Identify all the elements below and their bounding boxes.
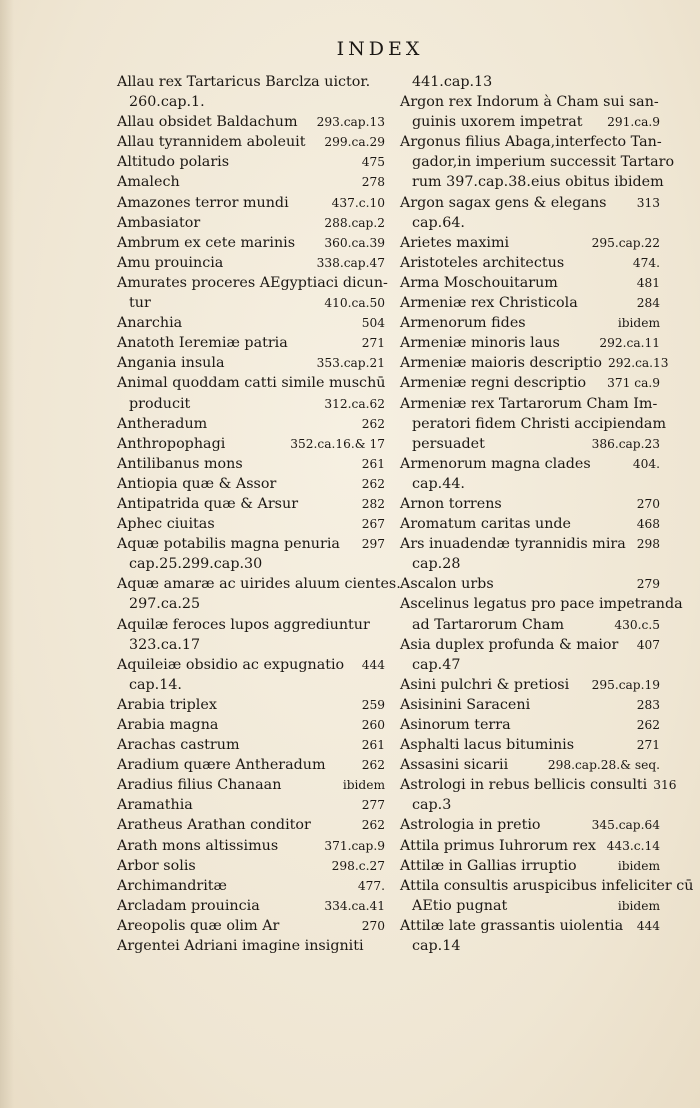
entry-text: Assasini sicarii (400, 757, 509, 774)
entry-text: Antilibanus mons (117, 455, 243, 472)
entry-reference: 360.ca.39 (324, 235, 385, 250)
entry-reference: 353.cap.21 (316, 356, 385, 371)
entry-reference: 259 (361, 697, 385, 712)
entry-reference: 316 (653, 778, 677, 793)
entry-text: Argon sagax gens & elegans (400, 194, 607, 211)
index-entry (117, 896, 385, 916)
entry-reference: 334.ca.41 (324, 898, 385, 913)
index-entry (117, 333, 385, 353)
entry-reference: 291.ca.9 (607, 115, 660, 130)
index-entry (117, 675, 385, 695)
index-entry (117, 615, 385, 635)
entry-reference: 292.ca.13 (607, 356, 669, 371)
entry-text: Allau tyrannidem aboleuit (117, 134, 306, 151)
index-entry (117, 735, 385, 755)
index-entry (400, 695, 660, 715)
entry-reference: 437.c.10 (331, 195, 385, 210)
entry-text: Antipatrida quæ & Arsur (117, 495, 299, 512)
entry-reference: 352.ca.16.& 17 (290, 436, 385, 451)
entry-reference: 371 ca.9 (607, 376, 660, 391)
entry-text: Armeniæ maioris descriptio (400, 355, 602, 372)
entry-text: persuadet (412, 435, 485, 452)
entry-text: producit (129, 395, 191, 412)
entry-reference: 481 (636, 275, 660, 290)
entry-reference: 271 (636, 738, 660, 753)
index-entry (400, 675, 660, 695)
entry-text: Aradium quære Antheradum (117, 757, 326, 774)
index-entry (400, 876, 694, 896)
entry-reference: 292.ca.11 (599, 336, 660, 351)
index-entry (117, 695, 385, 715)
index-entry (117, 414, 385, 434)
index-entry (117, 373, 385, 393)
entry-text: Armenorum magna clades (400, 455, 591, 472)
index-entry (400, 434, 660, 454)
entry-text: Aromatum caritas unde (400, 516, 572, 533)
entry-text: Aphec ciuitas (117, 516, 215, 533)
index-entry (400, 112, 660, 132)
entry-text: Ambrum ex cete marinis (117, 234, 296, 251)
entry-reference: 270 (361, 918, 385, 933)
entry-text: cap.44. (412, 475, 465, 492)
entry-text: Areopolis quæ olim Ar (117, 917, 280, 934)
entry-reference: 443.c.14 (606, 838, 660, 853)
entry-text: 297.ca.25 (129, 596, 201, 613)
index-entry (117, 534, 385, 554)
entry-text: 441.cap.13 (412, 74, 493, 90)
index-entry (400, 333, 660, 353)
index-entry (117, 172, 385, 192)
index-entry (117, 92, 385, 112)
index-entry (117, 494, 385, 514)
entry-reference: 444 (361, 657, 385, 672)
entry-text: ad Tartarorum Cham (412, 616, 565, 633)
entry-reference: 386.cap.23 (591, 436, 660, 451)
entry-reference: 295.cap.22 (591, 235, 660, 250)
entry-text: Amurates proceres AEgyptiaci dicun- (117, 274, 388, 291)
entry-text: Aramathia (117, 797, 193, 814)
entry-text: Ambasiator (117, 214, 201, 231)
entry-reference: 477. (357, 878, 385, 893)
entry-text: Archimandritæ (117, 877, 227, 894)
index-entry (117, 213, 385, 233)
entry-text: cap.47 (412, 656, 461, 673)
index-entry (400, 253, 660, 273)
entry-reference: ibidem (617, 316, 660, 331)
entry-reference: 299.ca.29 (324, 135, 385, 150)
index-column-right (400, 72, 694, 956)
entry-text: Aquæ amaræ ac uirides aluum cientes. (117, 576, 401, 593)
entry-reference: 261 (361, 456, 385, 471)
index-entry (400, 896, 660, 916)
entry-text: Aristoteles architectus (400, 254, 565, 271)
index-entry (400, 936, 660, 956)
entry-text: Amazones terror mundi (117, 194, 289, 211)
index-entry (400, 715, 660, 735)
entry-text: Aquæ potabilis magna penuria (117, 536, 340, 553)
entry-reference: 267 (361, 517, 385, 532)
index-entry (117, 554, 385, 574)
index-entry (400, 474, 660, 494)
entry-reference: 475 (361, 155, 385, 170)
index-entry (117, 474, 385, 494)
index-entry (400, 92, 660, 112)
index-entry (117, 394, 385, 414)
entry-text: Anthropophagi (117, 435, 226, 452)
index-entry (400, 594, 683, 614)
index-entry (400, 735, 660, 755)
entry-reference: ibidem (617, 858, 660, 873)
index-entry (400, 132, 660, 152)
entry-reference: 474. (632, 255, 660, 270)
entry-reference: 345.cap.64 (591, 818, 660, 833)
entry-text: Antiopia quæ & Assor (117, 475, 277, 492)
index-entry (400, 293, 660, 313)
index-entry (400, 172, 664, 192)
entry-text: Ars inuadendæ tyrannidis mira (400, 536, 626, 553)
entry-text: cap.25.299.cap.30 (129, 556, 263, 573)
entry-text: tur (129, 295, 151, 312)
entry-text: gador,in imperium successit Tartaro (412, 154, 675, 171)
entry-text: Anatoth Ieremiæ patria (117, 335, 288, 352)
entry-reference: 262 (636, 718, 660, 732)
entry-reference: 283 (636, 697, 660, 712)
page-title: INDEX (336, 38, 424, 60)
entry-text: Arcladam prouincia (117, 897, 260, 914)
entry-text: Aquileiæ obsidio ac expugnatio (117, 656, 345, 673)
entry-text: Attilæ in Gallias irruptio (400, 857, 577, 874)
entry-text: Allau rex Tartaricus Barclza uictor. (117, 74, 371, 90)
index-entry (117, 112, 385, 132)
index-entry (117, 273, 388, 293)
index-entry (117, 655, 385, 675)
entry-reference: 284 (636, 296, 660, 311)
entry-reference: 444 (636, 918, 660, 933)
entry-reference: 298 (636, 537, 660, 552)
entry-text: Asinorum terra (400, 717, 511, 733)
entry-text: Armenorum fides (400, 315, 526, 332)
entry-text: Asia duplex profunda & maior (400, 636, 619, 653)
index-entry (117, 514, 385, 534)
entry-reference: 262 (361, 758, 385, 773)
entry-text: Argonus filius Abaga,interfecto Tan- (400, 134, 662, 151)
entry-text: Arma Moschouitarum (400, 274, 558, 291)
entry-reference: 262 (361, 476, 385, 491)
index-entry (400, 795, 660, 815)
entry-reference: 260 (361, 718, 385, 732)
index-entry (400, 615, 660, 635)
entry-text: Altitudo polaris (117, 154, 230, 171)
index-entry (117, 715, 385, 735)
index-entry (117, 876, 385, 896)
index-entry (117, 353, 385, 373)
entry-reference: 298.c.27 (331, 858, 385, 873)
index-entry (400, 72, 660, 92)
index-entry (117, 193, 385, 213)
index-entry (117, 916, 385, 936)
entry-reference: 278 (361, 175, 385, 190)
index-entry (400, 514, 660, 534)
entry-reference: 297 (361, 537, 385, 552)
entry-reference: 298.cap.28.& seq. (547, 758, 660, 773)
index-entry (117, 574, 401, 594)
entry-reference: 282 (361, 496, 385, 511)
entry-text: cap.14 (412, 938, 461, 955)
entry-reference: 312.ca.62 (324, 396, 385, 411)
index-entry (400, 494, 660, 514)
entry-reference: 295.cap.19 (591, 677, 660, 692)
index-entry (400, 755, 660, 775)
entry-text: Armeniæ rex Tartarorum Cham Im- (400, 395, 658, 412)
entry-text: Attilæ late grassantis uiolentia (400, 917, 624, 934)
entry-text: Allau obsidet Baldachum (117, 114, 298, 131)
entry-text: Astrologia in pretio (400, 817, 541, 834)
entry-reference: 271 (361, 336, 385, 351)
index-entry (117, 293, 385, 313)
entry-text: Argon rex Indorum à Cham sui san- (400, 94, 659, 111)
entry-text: Attila consultis aruspicibus infeliciter cū (400, 877, 694, 894)
index-entry (400, 373, 660, 393)
index-entry (400, 856, 660, 876)
index-entry (117, 594, 385, 614)
entry-text: Armeniæ rex Christicola (400, 295, 578, 312)
index-entry (400, 836, 660, 856)
entry-reference: 504 (361, 316, 385, 331)
entry-reference: 262 (361, 416, 385, 431)
index-entry (400, 193, 660, 213)
entry-text: Armeniæ minoris laus (400, 335, 560, 352)
entry-text: cap.14. (129, 676, 182, 693)
entry-text: Aratheus Arathan conditor (117, 817, 311, 834)
index-entry (117, 795, 385, 815)
entry-text: Asphalti lacus bituminis (400, 737, 575, 754)
index-entry (400, 273, 660, 293)
index-entry (400, 916, 660, 936)
entry-reference: 270 (636, 496, 660, 511)
entry-text: rum 397.cap.38.eius obitus ibidem (412, 174, 664, 191)
entry-text: Angania insula (117, 355, 225, 372)
entry-text: Aquilæ feroces lupos aggrediuntur (117, 616, 370, 633)
index-entry (117, 434, 385, 454)
entry-reference: 407 (636, 637, 660, 652)
index-entry (400, 635, 660, 655)
entry-text: Asini pulchri & pretiosi (400, 676, 570, 693)
entry-reference: 288.cap.2 (324, 215, 385, 230)
index-entry (400, 655, 660, 675)
entry-reference: ibidem (617, 898, 660, 913)
entry-text: 260.cap.1. (129, 94, 205, 111)
entry-text: cap.64. (412, 214, 465, 231)
entry-text: Anarchia (117, 315, 183, 332)
entry-text: Amu prouincia (117, 254, 224, 271)
index-entry (400, 233, 660, 253)
index-entry (117, 454, 385, 474)
entry-text: cap.28 (412, 556, 461, 573)
entry-text: 323.ca.17 (129, 636, 201, 653)
entry-reference: 277 (361, 798, 385, 813)
index-entry (400, 353, 669, 373)
index-entry (117, 72, 385, 92)
entry-text: Argentei Adriani imagine insigniti (117, 938, 364, 955)
entry-text: Asisinini Saraceni (400, 696, 531, 713)
index-entry (117, 836, 385, 856)
entry-reference: 430.c.5 (614, 617, 660, 632)
index-entry (117, 815, 385, 835)
index-entry (117, 152, 385, 172)
index-entry (400, 414, 667, 434)
page-fold-shadow (0, 0, 14, 1108)
entry-text: Arachas castrum (117, 737, 240, 754)
entry-text: Armeniæ regni descriptio (400, 375, 587, 392)
index-entry (117, 132, 385, 152)
index-entry (117, 856, 385, 876)
index-entry (117, 313, 385, 333)
index-entry (400, 152, 675, 172)
entry-reference: 410.ca.50 (324, 296, 385, 311)
entry-reference: 313 (636, 195, 660, 210)
entry-text: Ascelinus legatus pro pace impetranda (400, 596, 683, 613)
entry-text: Amalech (117, 174, 180, 191)
entry-text: Attila primus Iuhrorum rex (400, 837, 596, 854)
index-entry (400, 775, 677, 795)
entry-reference: 338.cap.47 (316, 255, 385, 270)
entry-text: Ascalon urbs (400, 576, 494, 593)
entry-reference: 279 (636, 577, 660, 592)
entry-reference: 404. (632, 456, 660, 471)
entry-reference: 293.cap.13 (316, 115, 385, 130)
index-entry (400, 454, 660, 474)
index-entry (400, 574, 660, 594)
entry-text: Aradius filius Chanaan (117, 777, 282, 794)
entry-text: Arath mons altissimus (117, 837, 279, 854)
index-entry (117, 635, 385, 655)
index-entry (400, 554, 660, 574)
index-entry (400, 815, 660, 835)
entry-reference: 262 (361, 818, 385, 833)
index-entry (117, 775, 385, 795)
entry-text: guinis uxorem impetrat (412, 114, 583, 131)
entry-text: Arabia triplex (117, 696, 217, 713)
entry-text: Arietes maximi (400, 234, 510, 251)
entry-reference: 261 (361, 738, 385, 753)
index-entry (117, 253, 385, 273)
index-entry (117, 936, 385, 956)
index-entry (117, 233, 385, 253)
entry-text: cap.3 (412, 797, 452, 814)
entry-text: Animal quoddam catti simile muschū (117, 375, 386, 392)
index-entry (400, 394, 660, 414)
index-entry (400, 313, 660, 333)
index-entry (117, 755, 385, 775)
entry-text: Antheradum (117, 415, 208, 432)
entry-text: Arnon torrens (400, 495, 502, 512)
entry-text: peratori fidem Christi accipiendam (412, 415, 667, 432)
index-column-left (117, 72, 401, 956)
index-entry (400, 213, 660, 233)
index-entry (400, 534, 660, 554)
entry-text: Arabia magna (117, 717, 219, 733)
entry-reference: ibidem (342, 778, 385, 793)
entry-reference: 371.cap.9 (324, 838, 385, 853)
entry-text: AEtio pugnat (412, 897, 508, 914)
entry-reference: 468 (636, 517, 660, 532)
entry-text: Arbor solis (117, 857, 196, 874)
entry-text: Astrologi in rebus bellicis consulti (400, 777, 648, 794)
